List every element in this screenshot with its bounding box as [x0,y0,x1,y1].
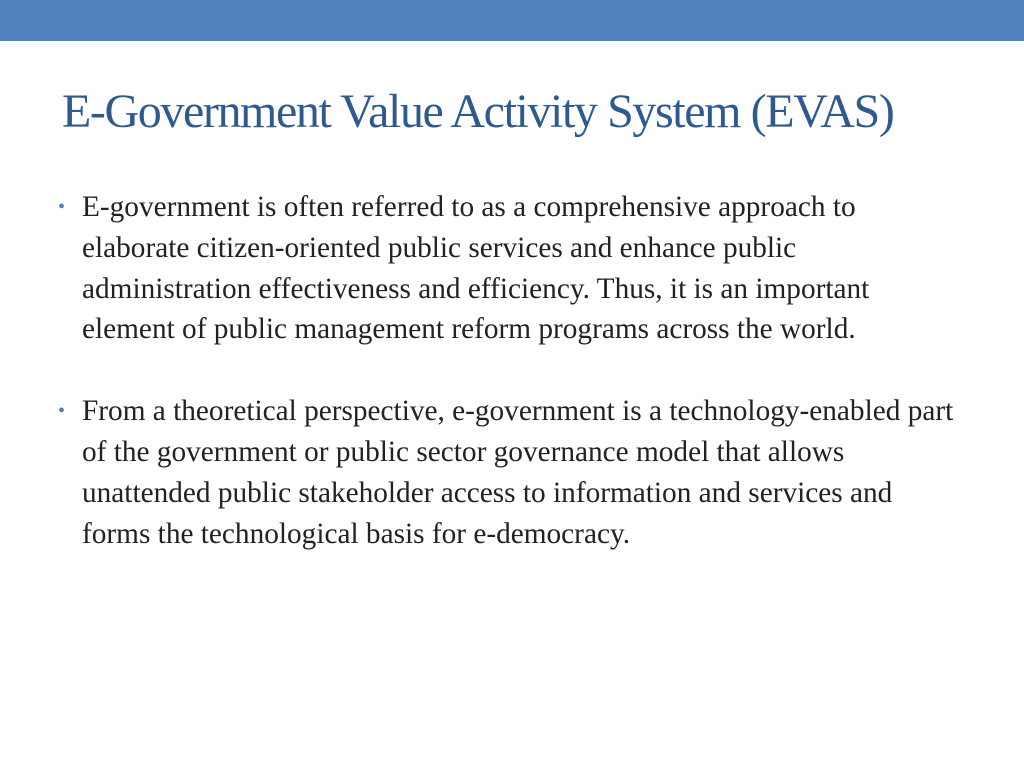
top-accent-bar [0,0,1024,41]
bullet-text: E-government is often referred to as a comprehensive approach to elaborate citizen-oriented public services and enhance public administration effectiveness and efficiency. Thus, it is an important element of public management reform programs across the world. [82,191,870,346]
bullet-text: From a theoretical perspective, e-government is a technology-enabled part of the government or public sector governance model that allows unattended public stakeholder access to information and services and forms the technological basis for e-democracy. [82,395,954,550]
bullet-item [0,187,1024,350]
bullet-item [0,391,1024,554]
bullet-marker: • [58,196,66,218]
bullet-marker: • [58,400,66,423]
bullet-list [0,187,1024,595]
slide-title: E-Government Value Activity System (EVAS) [62,85,894,138]
